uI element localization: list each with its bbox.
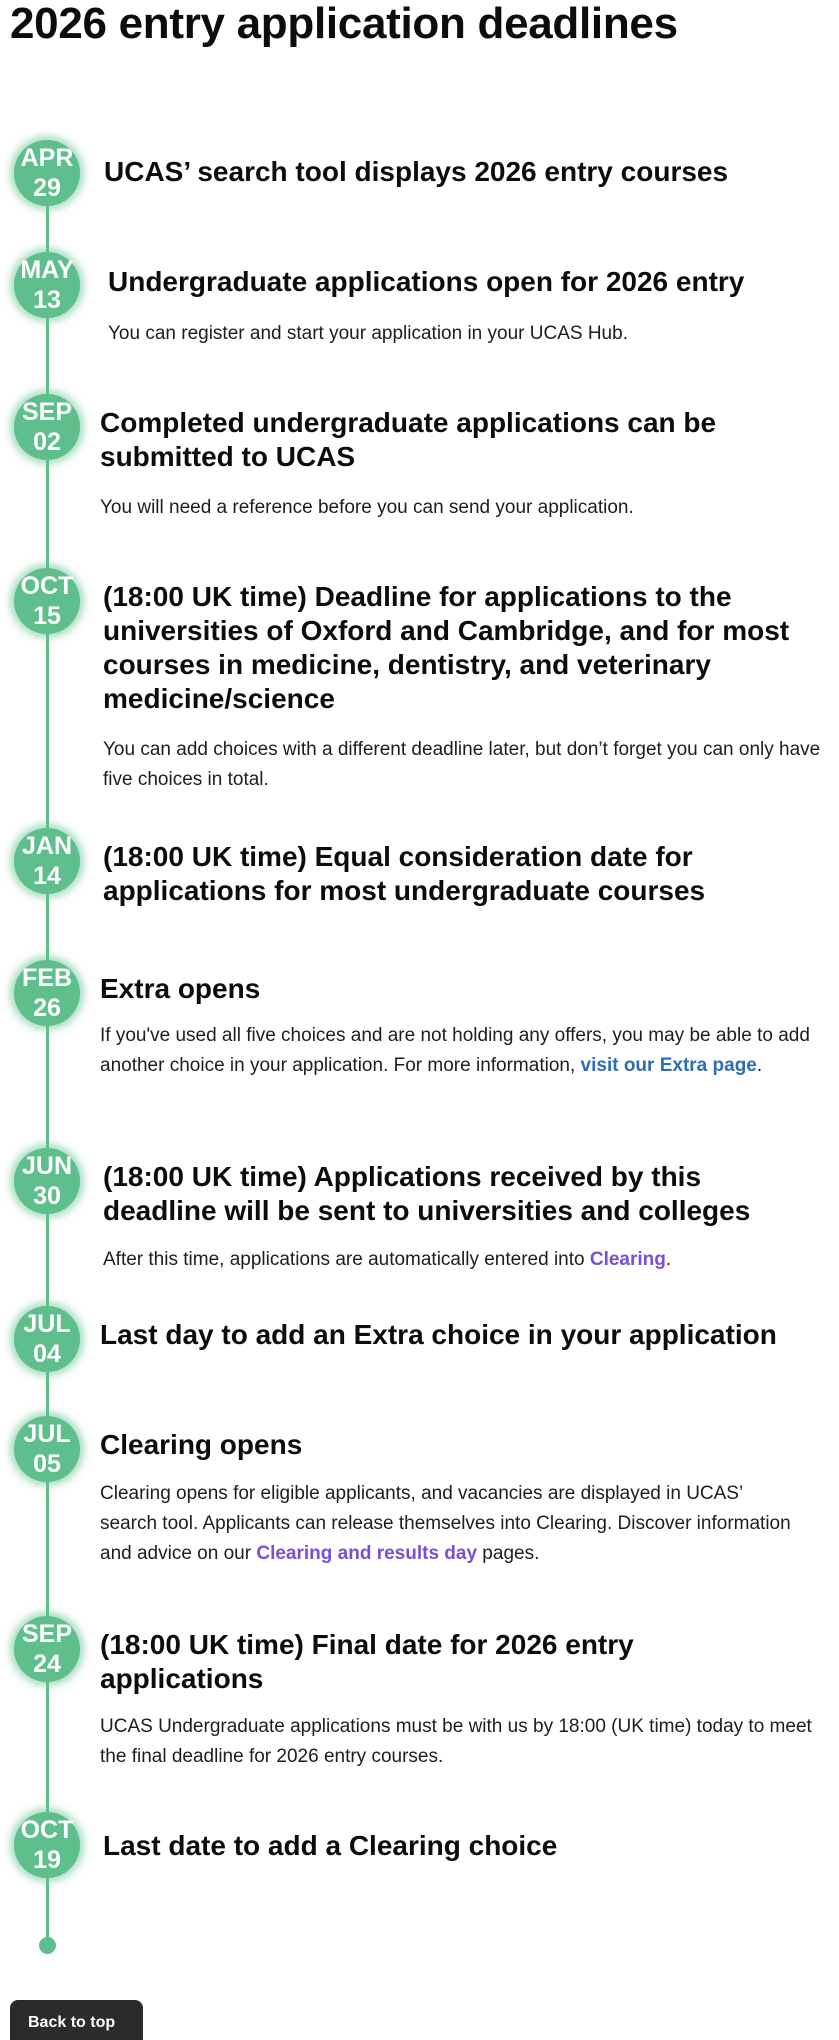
date-badge: [14, 1148, 80, 1214]
date-month: JAN: [21, 832, 72, 860]
entry-description: [100, 1021, 820, 1081]
entry-title: Extra opens: [100, 973, 261, 1004]
date-month: JUL: [23, 1310, 71, 1338]
date-day: 14: [33, 862, 61, 890]
date-badge: [14, 1812, 80, 1878]
clearing-results-day-link[interactable]: Clearing and results day: [256, 1543, 478, 1564]
date-badge: [14, 252, 80, 318]
entry-description: You can add choices with a different deadline later, but don’t forget you can only have five choices in total.: [103, 739, 821, 790]
date-day: 24: [33, 1650, 61, 1678]
entry-title: (18:00 UK time) Deadline for applications to the universities of Oxford and Cambridge, and for most courses in medicine, dentistry, and veterinary medicine/science: [103, 581, 790, 714]
date-day: 26: [33, 994, 61, 1022]
date-month: OCT: [20, 572, 74, 600]
entry-title: (18:00 UK time) Applications received by this deadline will be sent to universities and colleges: [103, 1161, 751, 1226]
entry-description: You can register and start your application in your UCAS Hub.: [108, 323, 628, 344]
extra-page-link[interactable]: visit our Extra page: [580, 1055, 757, 1076]
entry-description: [103, 1245, 823, 1275]
date-day: 04: [33, 1340, 61, 1368]
date-day: 29: [33, 174, 61, 202]
date-badge: [14, 140, 80, 206]
entry-description: You will need a reference before you can send your application.: [100, 497, 634, 518]
date-month: FEB: [22, 964, 72, 992]
entry-title: Completed undergraduate applications can be submitted to UCAS: [100, 407, 717, 472]
date-month: SEP: [21, 398, 73, 426]
date-month: SEP: [21, 1620, 73, 1648]
entry-title: Clearing opens: [100, 1429, 303, 1460]
date-month: JUL: [23, 1420, 71, 1448]
date-month: MAY: [20, 256, 74, 284]
entry-title: Last date to add a Clearing choice: [103, 1830, 558, 1861]
clearing-link[interactable]: Clearing: [589, 1249, 666, 1270]
date-day: 30: [33, 1182, 61, 1210]
date-month: APR: [20, 144, 74, 172]
entry-description: UCAS Undergraduate applications must be with us by 18:00 (UK time) today to meet the final deadline for 2026 entry courses.: [100, 1716, 812, 1767]
entry-description-text: Clearing opens for eligible applicants, and vacancies are displayed in UCAS’ search tool. Applicants can release themselves into Clearing. Discover information and advice on our: [100, 1483, 791, 1564]
entry-title: Last day to add an Extra choice in your application: [100, 1319, 777, 1350]
date-day: 13: [33, 286, 61, 314]
date-badge: [14, 568, 80, 634]
entry-title: Undergraduate applications open for 2026 entry: [108, 266, 745, 297]
date-badge: [14, 1306, 80, 1372]
date-day: 15: [33, 602, 61, 630]
entry-description: [100, 1479, 800, 1569]
entry-title: (18:00 UK time) Final date for 2026 entry applications: [100, 1629, 634, 1694]
date-month: OCT: [20, 1816, 74, 1844]
date-day: 05: [33, 1450, 61, 1478]
entry-description-text: .: [665, 1249, 672, 1270]
date-badge: [14, 1416, 80, 1482]
date-badge: [14, 394, 80, 460]
page-title: 2026 entry application deadlines: [10, 0, 678, 48]
entry-title: (18:00 UK time) Equal consideration date for applications for most undergraduate courses: [103, 841, 706, 906]
entry-description-text: After this time, applications are automatically entered into: [103, 1249, 590, 1270]
date-month: JUN: [21, 1152, 72, 1180]
entry-description-text: pages.: [477, 1543, 540, 1564]
date-badge: [14, 1616, 80, 1682]
back-to-top-button[interactable]: Back to top: [10, 2000, 143, 2040]
timeline-end-dot: [39, 1937, 56, 1954]
entry-description-text: .: [756, 1055, 763, 1076]
entry-title: UCAS’ search tool displays 2026 entry courses: [104, 156, 729, 187]
date-day: 19: [33, 1846, 61, 1874]
date-badge: [14, 960, 80, 1026]
date-day: 02: [33, 428, 61, 456]
entry-description-text: If you've used all five choices and are not holding any offers, you may be able to add another choice in your application. For more information,: [100, 1025, 810, 1076]
date-badge: [14, 828, 80, 894]
